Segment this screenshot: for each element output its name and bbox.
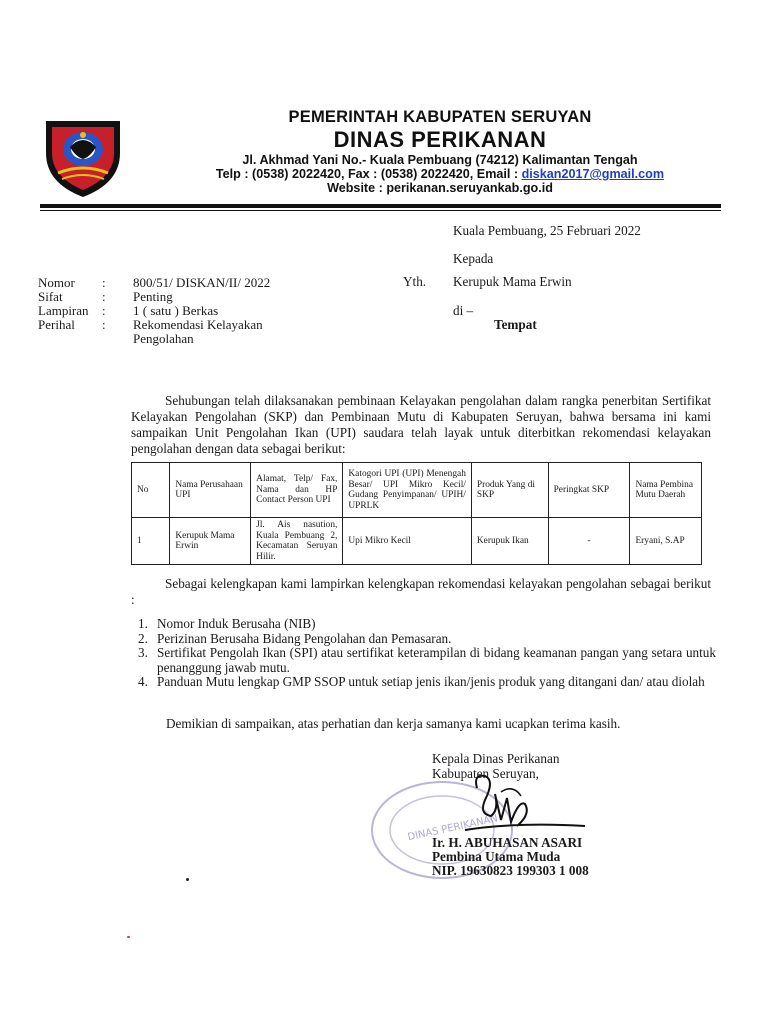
kepada-label: Kepada [453, 251, 494, 266]
table-header-cell: Nama Perusahaan UPI [170, 463, 251, 518]
table-header-cell: Nama Pembina Mutu Daerah [630, 463, 702, 518]
tempat-label: Tempat [494, 317, 537, 332]
signer-title: Kepala Dinas Perikanan [432, 751, 560, 766]
list-item [131, 675, 716, 690]
table-cell: Kerupuk Ikan [471, 518, 548, 565]
agency-address: Jl. Akhmad Yani No.- Kuala Pembuang (74212) Kalimantan Tengah [242, 153, 638, 167]
recipient-name: Kerupuk Mama Erwin [453, 274, 572, 289]
meta-label: Nomor [38, 275, 75, 290]
attachments-intro [131, 576, 711, 608]
email-link[interactable]: diskan2017@gmail.com [521, 167, 665, 181]
letterhead [140, 108, 740, 195]
list-item-number: 2. [138, 630, 148, 646]
table-header-cell: Peringkat SKP [548, 463, 630, 518]
header-rule-thick [40, 204, 721, 208]
meta-colon: : [102, 275, 106, 290]
attachments-intro-text: Sebagai kelengkapan kami lampirkan kelengkapan rekomendasi kelayakan pengolahan sebagai berikut : [131, 576, 711, 607]
signer-rank: Pembina Utama Muda [432, 849, 561, 864]
signer-nip: NIP. 19630823 199303 1 008 [432, 863, 589, 878]
handwritten-signature [455, 770, 595, 840]
closing-sentence: Demikian di sampaikan, atas perhatian dan kerja samanya kami ucapkan terima kasih. [166, 716, 621, 731]
list-item-text: Nomor Induk Berusaha (NIB) [157, 616, 316, 631]
table-header-cell: Produk Yang di SKP [471, 463, 548, 518]
contact-phones: Telp : (0538) 2022420, Fax : (0538) 2022420, Email : [215, 167, 522, 181]
signer-office: Kabupaten Seruyan, [432, 766, 539, 781]
meta-colon: : [102, 303, 106, 318]
list-item [131, 646, 716, 675]
table-cell: - [548, 518, 630, 565]
meta-value: Rekomendasi Kelayakan [133, 317, 263, 332]
stamp-text: DINAS PERIKANAN [406, 813, 499, 844]
di-label: di – [453, 303, 474, 318]
table-cell: 1 [132, 518, 170, 565]
yth-label: Yth. [403, 274, 427, 289]
table-header-cell: Katogori UPI (UPI) Menengah Besar/ UPI Mikro Kecil/ Gudang Penyimpanan/ UPIH/ UPRLK [343, 463, 472, 518]
list-item-text: Perizinan Berusaha Bidang Pengolahan dan Pemasaran. [157, 630, 452, 646]
meta-colon: : [102, 289, 106, 304]
meta-label: Sifat [38, 289, 63, 304]
signer-name: Ir. H. ABUHASAN ASARI [432, 835, 583, 850]
list-item-number: 1. [138, 616, 148, 631]
table-cell: Eryani, S.AP [630, 518, 702, 565]
table-header-row [132, 463, 702, 518]
meta-label: Perihal [38, 317, 75, 332]
agency-name: DINAS PERIKANAN [333, 127, 547, 152]
upi-table [131, 462, 702, 565]
list-item-text: Panduan Mutu lengkap GMP SSOP untuk setiap jenis ikan/jenis produk yang ditangani dan/ atau diolah [157, 674, 705, 690]
government-name: PEMERINTAH KABUPATEN SERUYAN [288, 108, 592, 126]
table-cell: Kerupuk Mama Erwin [170, 518, 251, 565]
agency-contact [140, 167, 740, 181]
meta-value: 800/51/ DISKAN/II/ 2022 [133, 275, 271, 290]
scan-speck [127, 936, 130, 938]
list-item-number: 4. [138, 674, 148, 690]
place-date: Kuala Pembuang, 25 Februari 2022 [453, 223, 641, 238]
seruyan-regency-logo [40, 113, 126, 199]
table-cell: Upi Mikro Kecil [343, 518, 472, 565]
table-header-cell: Alamat, Telp/ Fax, Nama dan HP Contact Person UPI [251, 463, 343, 518]
list-item-number: 3. [138, 645, 148, 661]
agency-website: Website : perikanan.seruyankab.go.id [327, 181, 553, 195]
intro-paragraph [131, 393, 711, 457]
table-row [132, 518, 702, 565]
meta-value: 1 ( satu ) Berkas [133, 303, 219, 318]
header-rule-thin [40, 210, 721, 211]
requirements-list [131, 617, 716, 690]
list-item [131, 632, 716, 647]
list-item [131, 617, 716, 632]
meta-value: Penting [133, 289, 173, 304]
meta-value-continued: Pengolahan [133, 331, 194, 346]
list-item-text: Sertifikat Pengolah Ikan (SPI) atau sertifikat keterampilan di bidang keamanan pangan yang setara untuk penanggung jawab mutu. [157, 645, 716, 675]
table-header-cell: No [132, 463, 170, 518]
intro-text: Sehubungan telah dilaksanakan pembinaan Kelayakan pengolahan dalam rangka penerbitan Sertifikat Kelayakan Pengolahan (SKP) dan Pembinaan Mutu di Kabupaten Seruyan, bahwa bersama ini kami sampaikan Unit Pengolahan Ikan (UPI) saudara telah layak untuk diterbitkan rekomendasi kelayakan pengolahan dengan data sebagai berikut: [131, 393, 711, 456]
table-cell: Jl. Ais nasution, Kuala Pembuang 2, Kecamatan Seruyan Hilir. [251, 518, 343, 565]
meta-colon: : [102, 317, 106, 332]
scan-speck [186, 878, 189, 881]
meta-label: Lampiran [38, 303, 89, 318]
